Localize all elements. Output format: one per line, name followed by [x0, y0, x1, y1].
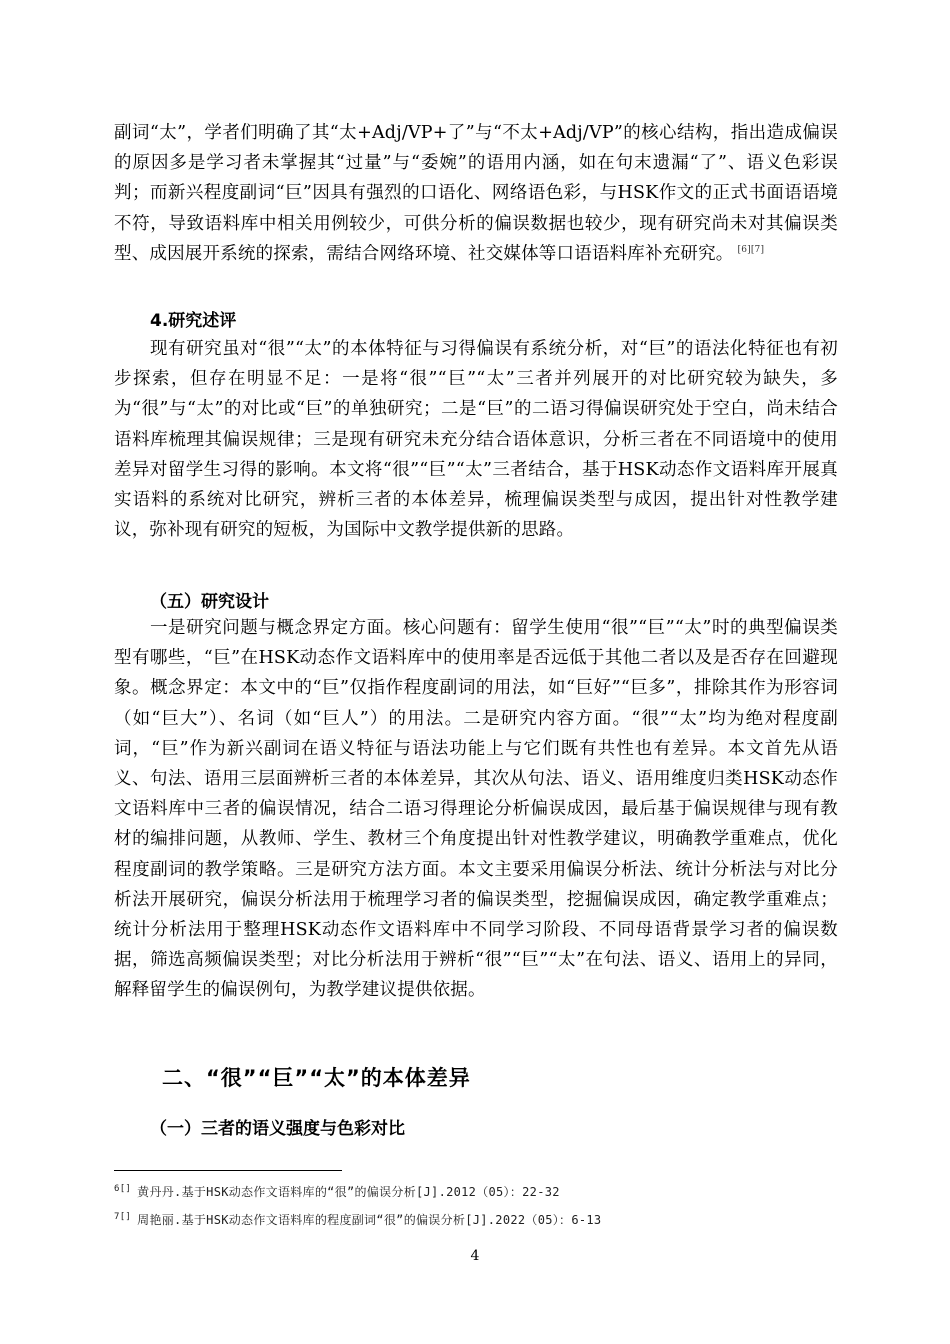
- paragraph-2-block: [114, 334, 838, 545]
- section-4-title: 4.研究述评: [150, 311, 237, 331]
- paragraph-1-text: 副词“太”，学者们明确了其“太+Adj/VP+了”与“不太+Adj/VP”的核心结构，指出造成偏误的原因多是学习者未掌握其“过量”与“委婉”的语用内涵，如在句末遗漏“了”、语义色彩误判；而新兴程度副词“巨”因具有强烈的口语化、网络语色彩，与HSK作文的正式书面语语境不符，导致语料库中相关用例较少，可供分析的偏误数据也较少，现有研究尚未对其偏误类型、成因展开系统的探索，需结合网络环境、社交媒体等口语语料库补充研究。: [114, 123, 838, 264]
- footnote-7-mark: 7[]: [114, 1212, 132, 1222]
- chapter-2-title: 二、“很”“巨”“太”的本体差异: [162, 1066, 471, 1090]
- paragraph-3: 一是研究问题与概念界定方面。核心问题有：留学生使用“很”“巨”“太”时的典型偏误类型有哪些，“巨”在HSK动态作文语料库中的使用率是否远低于其他二者以及是否存在回避现象。概念界定：本文中的“巨”仅指作程度副词的用法，如“巨好”“巨多”，排除其作为形容词（如“巨大”）、名词（如“巨人”）的用法。二是研究内容方面。“很”“太”均为绝对程度副词，“巨”作为新兴副词在语义特征与语法功能上与它们既有共性也有差异。本文首先从语义、句法、语用三层面辨析三者的本体差异，其次从句法、语义、语用维度归类HSK动态作文语料库中三者的偏误情况，结合二语习得理论分析偏误成因，最后基于偏误规律与现有教材的编排问题，从教师、学生、教材三个角度提出针对性教学建议，明确教学重难点，优化程度副词的教学策略。三是研究方法方面。本文主要采用偏误分析法、统计分析法与对比分析法开展研究，偏误分析法用于梳理学习者的偏误类型，挖掘偏误成因，确定教学重难点；统计分析法用于整理HSK动态作文语料库中不同学习阶段、不同母语背景学习者的偏误数据，筛选高频偏误类型；对比分析法用于辨析“很”“巨”“太”在句法、语义、语用上的异同，解释留学生的偏误例句，为教学建议提供依据。: [114, 618, 838, 1001]
- footnote-7-text: 周艳丽.基于HSK动态作文语料库的程度副词“很”的偏误分析[J].2022（05）：6-13: [137, 1213, 602, 1227]
- citation-refs: [6][7]: [737, 244, 765, 255]
- page-number: 4: [470, 1248, 480, 1264]
- paragraph-3-block: [114, 613, 838, 1006]
- section-5-title: （五）研究设计: [150, 592, 269, 612]
- footnote-6-mark: 6[]: [114, 1184, 132, 1194]
- paragraph-1: [114, 118, 838, 269]
- subsection-1-title: （一）三者的语义强度与色彩对比: [150, 1119, 405, 1139]
- paragraph-2: 现有研究虽对“很”“太”的本体特征与习得偏误有系统分析，对“巨”的语法化特征也有初步探索，但存在明显不足：一是将“很”“巨”“太”三者并列展开的对比研究较为缺失，多为“很”与“太”的对比或“巨”的单独研究；二是“巨”的二语习得偏误研究处于空白，尚未结合语料库梳理其偏误规律；三是现有研究未充分结合语体意识，分析三者在不同语境中的使用差异对留学生习得的影响。本文将“很”“巨”“太”三者结合，基于HSK动态作文语料库开展真实语料的系统对比研究，辨析三者的本体差异，梳理偏误类型与成因，提出针对性教学建议，弥补现有研究的短板，为国际中文教学提供新的思路。: [114, 339, 838, 541]
- footnote-6-text: 黄丹丹.基于HSK动态作文语料库的“很”的偏误分析[J].2012（05）：22-32: [137, 1185, 560, 1199]
- footnote-6: [114, 1184, 560, 1200]
- paragraph-1-block: [114, 118, 838, 269]
- footnote-7: [114, 1212, 601, 1228]
- footnote-separator: [114, 1170, 342, 1171]
